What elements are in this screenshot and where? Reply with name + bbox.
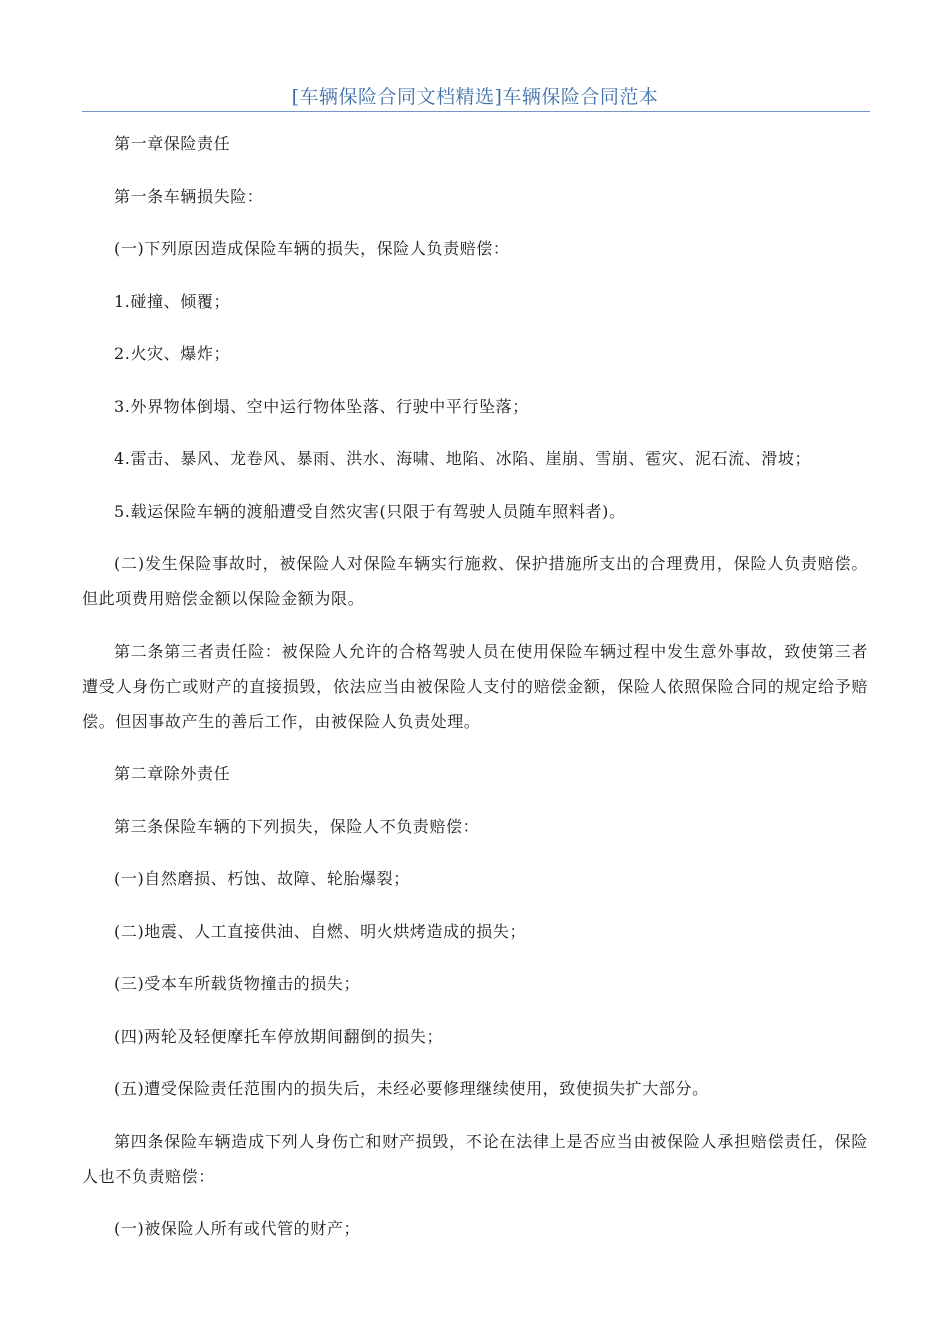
list-item: 3.外界物体倒塌、空中运行物体坠落、行驶中平行坠落； — [114, 396, 529, 416]
chapter-heading: 第二章除外责任 — [114, 764, 231, 783]
clause-paragraph: (二)发生保险事故时，被保险人对保险车辆实行施救、保护措施所支出的合理费用，保险人负责赔偿。但此项费用赔偿金额以保险金额为限。 — [82, 554, 868, 608]
chapter-heading: 第一章保险责任 — [114, 134, 231, 153]
header-divider — [82, 111, 870, 112]
article-heading: 第三条保险车辆的下列损失，保险人不负责赔偿： — [114, 816, 480, 836]
list-item: (一)自然磨损、朽蚀、故障、轮胎爆裂； — [114, 869, 410, 888]
list-item: (一)被保险人所有或代管的财产； — [114, 1219, 361, 1238]
list-item: (五)遭受保险责任范围内的损失后，未经必要修理继续使用，致使损失扩大部分。 — [114, 1079, 709, 1098]
list-item: 1.碰撞、倾覆； — [114, 291, 231, 311]
clause-paragraph: (一)下列原因造成保险车辆的损失，保险人负责赔偿： — [114, 239, 510, 258]
list-item: 4.雷击、暴风、龙卷风、暴雨、洪水、海啸、地陷、冰陷、崖崩、雪崩、雹灾、泥石流、滑坡； — [114, 449, 812, 468]
article-paragraph: 第二条第三者责任险：被保险人允许的合格驾驶人员在使用保险车辆过程中发生意外事故，致使第三者遭受人身伤亡或财产的直接损毁，依法应当由被保险人支付的赔偿金额，保险人依照保险合同的规定给予赔偿。但因事故产生的善后工作，由被保险人负责处理。 — [82, 641, 868, 731]
list-item: (四)两轮及轻便摩托车停放期间翻倒的损失； — [114, 1026, 444, 1046]
document-header-title: [车辆保险合同文档精选]车辆保险合同范本 — [291, 86, 659, 108]
article-paragraph: 第四条保险车辆造成下列人身伤亡和财产损毁，不论在法律上是否应当由被保险人承担赔偿责任，保险人也不负责赔偿： — [82, 1131, 868, 1186]
list-item: 5.载运保险车辆的渡船遭受自然灾害(只限于有驾驶人员随车照料者)。 — [114, 501, 626, 521]
document-body — [82, 126, 868, 1264]
list-item: (二)地震、人工直接供油、自燃、明火烘烤造成的损失； — [114, 921, 527, 941]
article-heading: 第一条车辆损失险： — [114, 186, 264, 206]
list-item: (三)受本车所载货物撞击的损失； — [114, 974, 361, 993]
list-item: 2.火灾、爆炸； — [114, 344, 231, 363]
